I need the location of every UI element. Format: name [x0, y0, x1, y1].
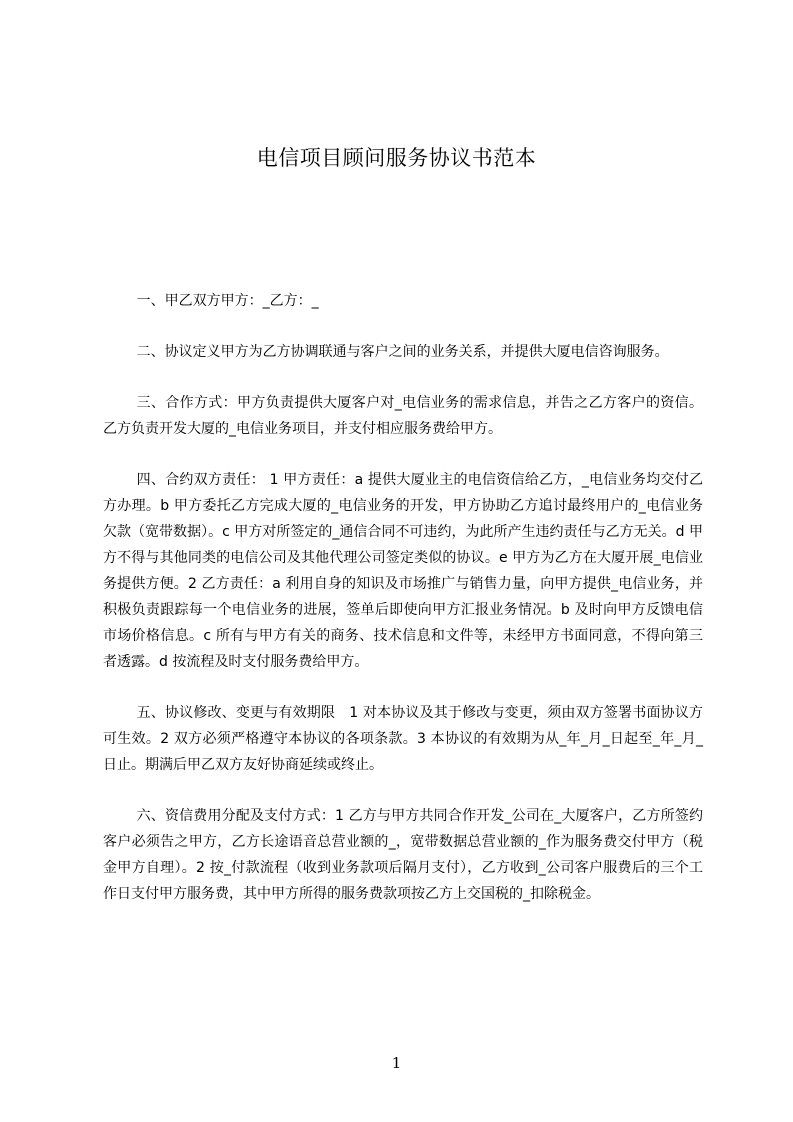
- page-number: 1: [391, 1054, 402, 1072]
- paragraph-parties: 一、甲乙双方甲方：_乙方：_: [136, 293, 319, 309]
- paragraph-definition: 二、协议定义甲方为乙方协调联通与客户之间的业务关系，并提供大厦电信咨询服务。: [136, 344, 669, 360]
- document-body: [103, 288, 703, 932]
- document-title: 电信项目顾问服务协议书范本: [256, 146, 537, 170]
- paragraph-cooperation: 三、合作方式：甲方负责提供大厦客户对_电信业务的需求信息，并告之乙方客户的资信。乙方负责开发大厦的_电信业务项目，并支付相应服务费给甲方。: [103, 395, 703, 437]
- paragraph-modification: 五、协议修改、变更与有效期限 1 对本协议及其于修改与变更，须由双方签署书面协议方可生效。2 双方必须严格遵守本协议的各项条款。3 本协议的有效期为从_年_月_日起至_年_月_日止。期满后甲乙双方友好协商延续或终止。: [103, 705, 703, 773]
- paragraph-responsibilities: 四、合约双方责任： 1 甲方责任：a 提供大厦业主的电信资信给乙方，_电信业务均交付乙方办理。b 甲方委托乙方完成大厦的_电信业务的开发，甲方协助乙方追讨最终用户的_电信业务欠款（宽带数据）。c 甲方对所签定的_通信合同不可违约，为此所产生违约责任与乙方无关。d 甲方不得与其他同类的电信公司及其他代理公司签定类似的协议。e 甲方为乙方在大厦开展_电信业务提供方便。2 乙方责任：a 利用自身的知识及市场推广与销售力量，向甲方提供_电信业务，并积极负责跟踪每一个电信业务的进展，签单后即使向甲方汇报业务情况。b 及时向甲方反馈电信市场价格信息。c 所有与甲方有关的商务、技术信息和文件等，未经甲方书面同意，不得向第三者透露。d 按流程及时支付服务费给甲方。: [103, 472, 703, 670]
- paragraph-payment: 六、资信费用分配及支付方式：1 乙方与甲方共同合作开发_公司在_大厦客户，乙方所签约客户必须告之甲方，乙方长途语音总营业额的_，宽带数据总营业额的_作为服务费交付甲方（税金甲方自理）。2 按_付款流程（收到业务款项后隔月支付），乙方收到_公司客户服费后的三个工作日支付甲方服务费，其中甲方所得的服务费款项按乙方上交国税的_扣除税金。: [103, 808, 703, 902]
